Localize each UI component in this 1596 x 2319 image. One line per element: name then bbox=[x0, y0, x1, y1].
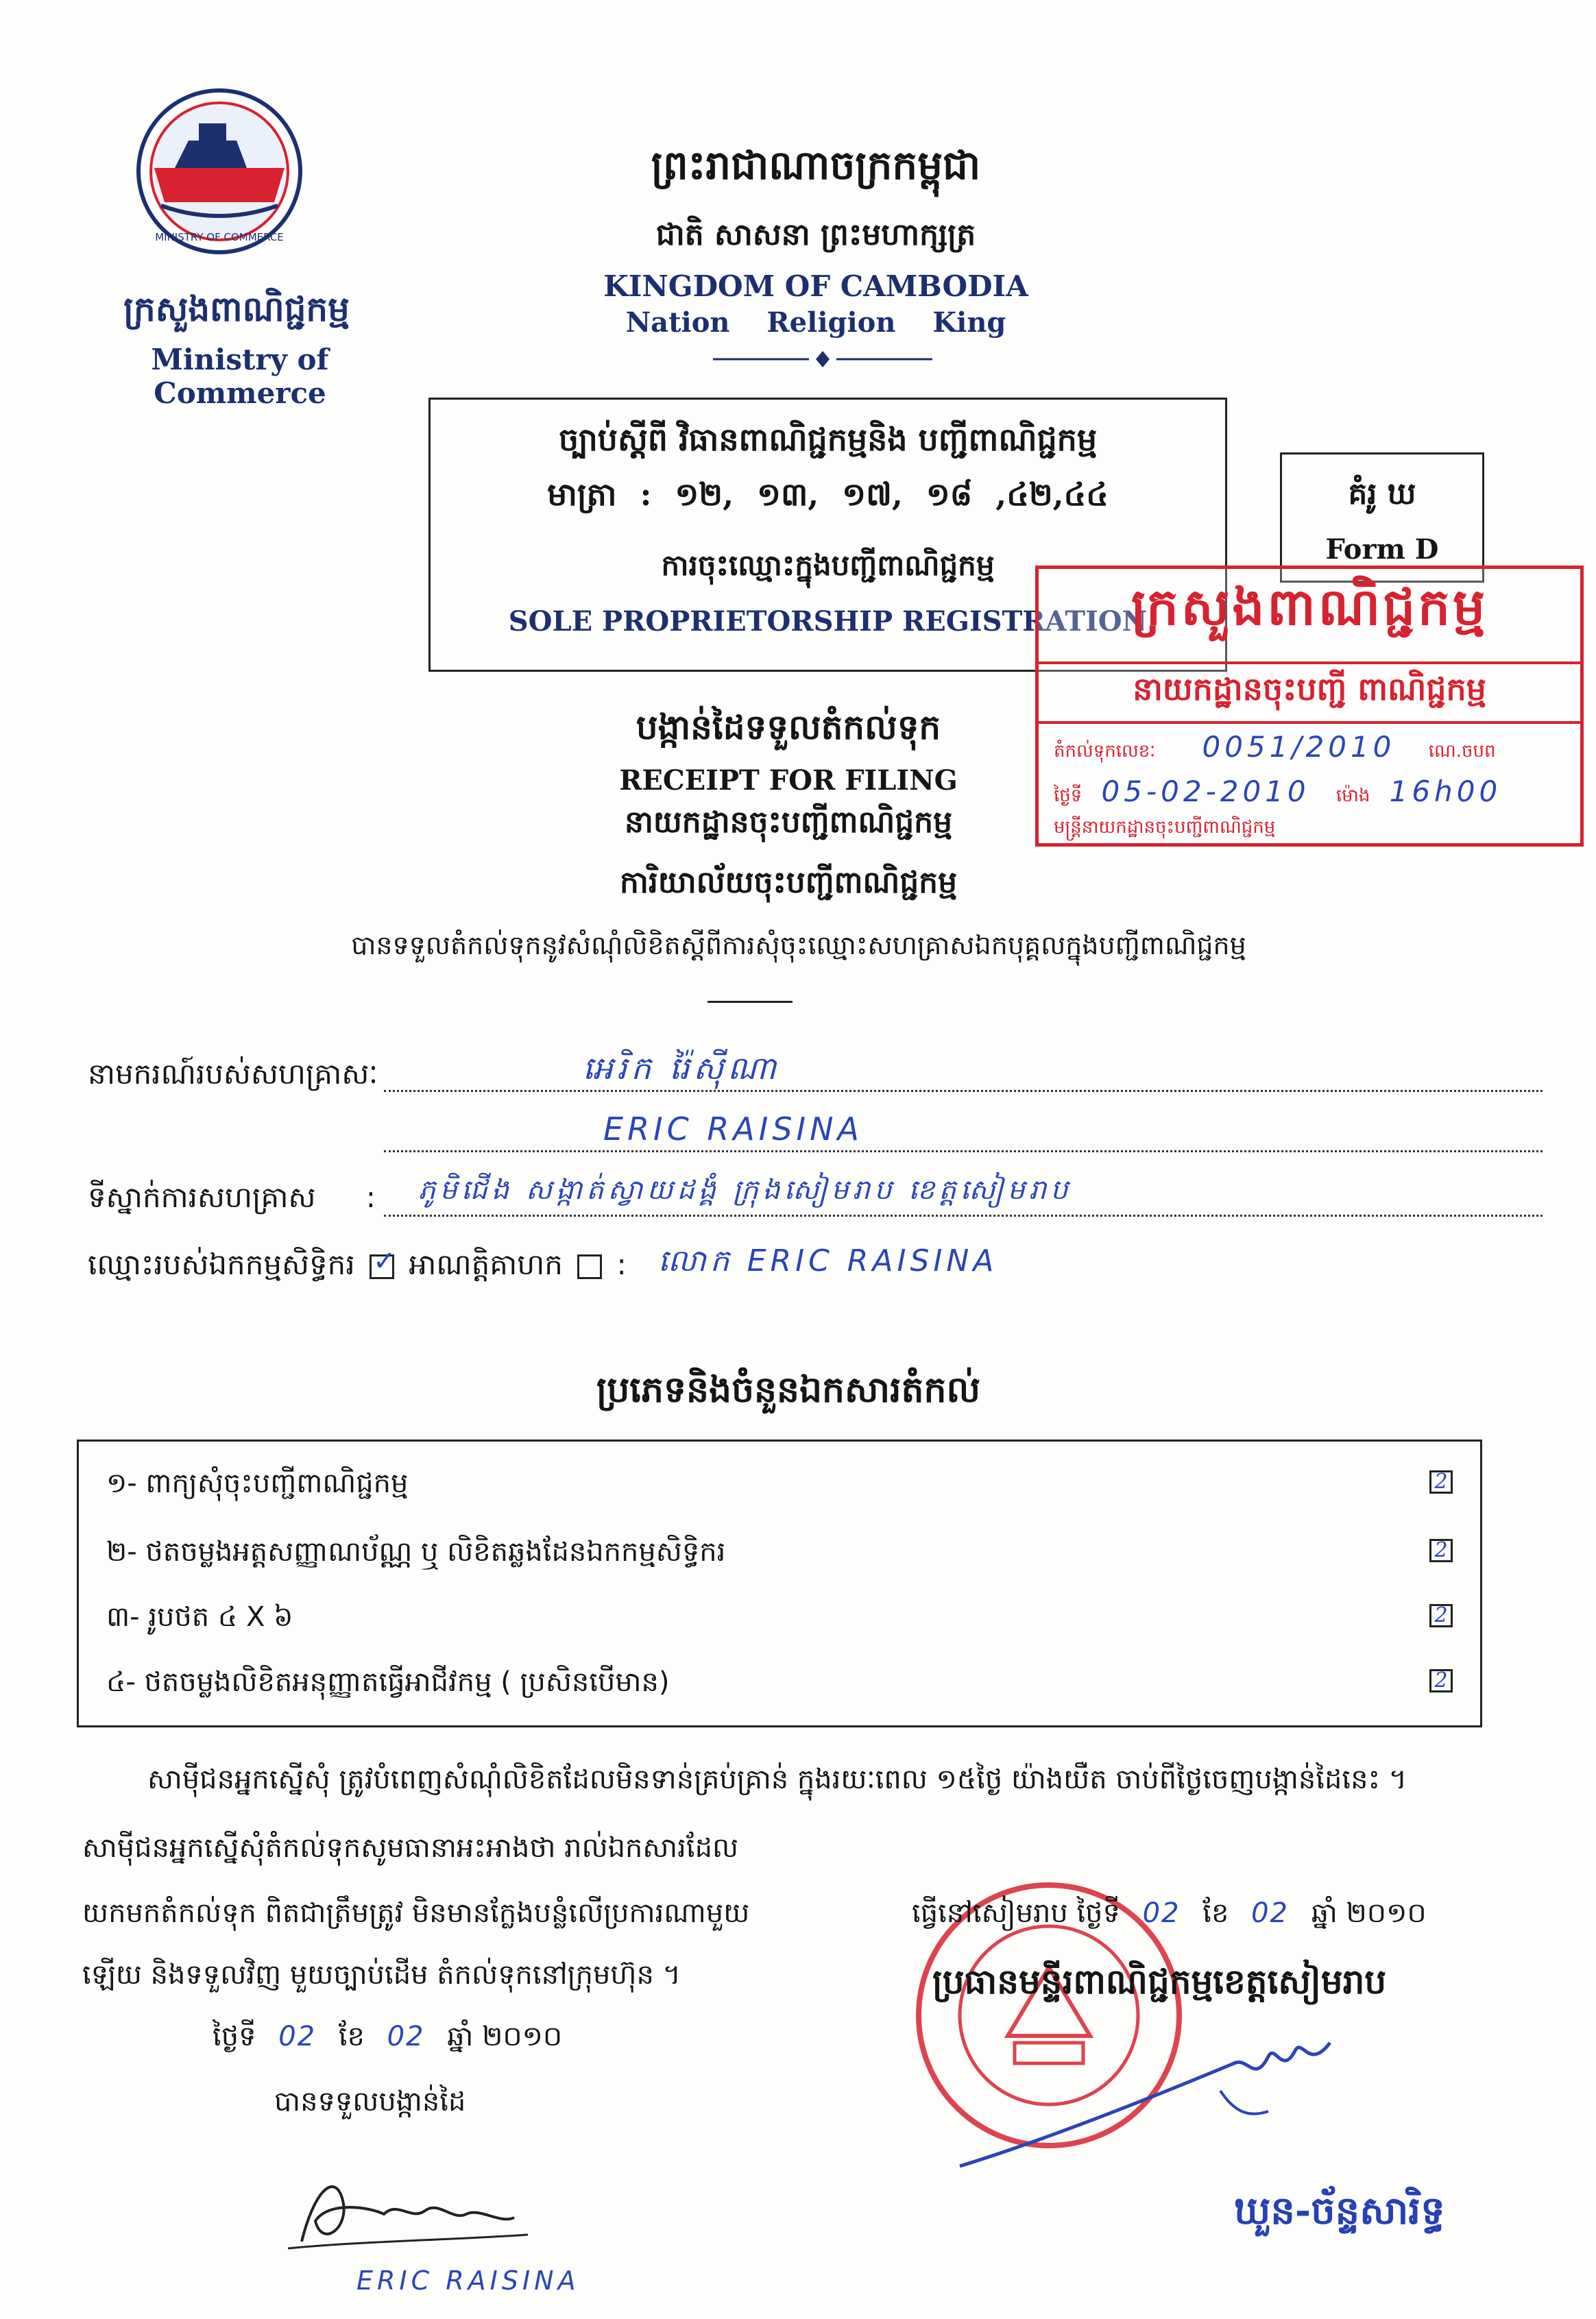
document-item: ១- ពាក្យសុំចុះបញ្ជីពាណិជ្ជកម្ម bbox=[106, 1468, 409, 1499]
enterprise-name-line-2 bbox=[384, 1109, 1543, 1152]
document-count-box: 2 bbox=[1429, 1470, 1453, 1494]
stamp-title: ក្រសួងពាណិជ្ជកម្ម bbox=[1130, 578, 1488, 637]
divider bbox=[708, 1001, 793, 1003]
department-name: នាយកដ្ឋានចុះបញ្ជីពាណិជ្ជកម្ម bbox=[624, 805, 953, 840]
official-date-month-label: ខែ bbox=[1202, 1897, 1229, 1929]
document-item: ៣- រូបថត ៤ X ៦ bbox=[106, 1601, 293, 1633]
official-date-year: ឆ្នាំ ២០១០ bbox=[1311, 1897, 1427, 1929]
stamp-filing-label: តំកល់ទុកលេខៈ bbox=[1054, 741, 1156, 762]
proprietor-name-value: លោក ERIC RAISINA bbox=[658, 1243, 998, 1278]
receipt-title-kh: បង្កាន់ដៃទទួលតំកល់ទុក bbox=[636, 707, 941, 747]
completion-note: សាម៉ីជនអ្នកស្នើសុំ ត្រូវបំពេញសំណុំលិខិតដែលមិនទាន់គ្រប់គ្រាន់ ក្នុងរយៈពេល ១៥ថ្ងៃ យ៉ាងយឺត ចាប់ពីថ្ងៃចេញបង្កាន់ដៃនេះ ។ bbox=[147, 1764, 1407, 1795]
law-articles: មាត្រា : ១២, ១៣, ១៧, ១៨ ,៤២,៤៤ bbox=[547, 476, 1109, 513]
address-colon: : bbox=[365, 1180, 376, 1214]
date-year: ឆ្នាំ ២០១០ bbox=[447, 2021, 563, 2052]
document-item: ៤- ថតចម្លងលិខិតអនុញ្ញាតធ្វើអាជីវកម្ម ( ប្រសិនបើមាន) bbox=[106, 1666, 670, 1698]
proprietor-name-label bbox=[88, 1246, 627, 1289]
document-item: ២- ថតចម្លងអត្តសញ្ញាណប័ណ្ណ ឬ លិខិតឆ្លងដែនឯកកម្មសិទ្ធិករ bbox=[106, 1536, 726, 1568]
enterprise-name-en: ERIC RAISINA bbox=[603, 1110, 863, 1148]
stamp-officer-label: មន្ត្រីនាយកដ្ឋានចុះបញ្ជីពាណិជ្ជកម្ម bbox=[1054, 817, 1276, 838]
receipt-title-en: RECEIPT FOR FILING bbox=[619, 764, 958, 797]
proxy-label-text: អាណត្តិគាហក bbox=[409, 1248, 563, 1281]
ministry-name-en: Ministry of Commerce bbox=[151, 343, 329, 410]
form-code-box bbox=[1280, 452, 1484, 583]
documents-list bbox=[77, 1440, 1482, 1727]
address-label-text: ទីស្នាក់ការសហគ្រាស bbox=[88, 1180, 316, 1214]
logo-text: MINISTRY OF COMMERCE bbox=[155, 231, 284, 243]
stamp-department: នាយកដ្ឋានចុះបញ្ជី ពាណិជ្ជកម្ម bbox=[1039, 661, 1580, 724]
enterprise-address-value: ភូមិជើង សង្កាត់ស្វាយដង្គំ ក្រុងសៀមរាប ខេត្តសៀមរាប bbox=[418, 1174, 1072, 1206]
enterprise-address-label bbox=[88, 1179, 376, 1222]
guarantee-note-line-3: ឡើយ និងទទួលវិញ មួយច្បាប់ដើម តំកល់ទុកនៅក្រុមហ៊ុន ។ bbox=[82, 1959, 681, 1991]
national-motto-en: Nation Religion King bbox=[625, 306, 1006, 339]
registration-stamp bbox=[1035, 566, 1584, 847]
applicant-signature bbox=[274, 2159, 535, 2262]
official-date bbox=[912, 1895, 1427, 1936]
motto-divider bbox=[713, 344, 932, 372]
law-title: ច្បាប់ស្តីពី វិធានពាណិជ្ជកម្មនិង បញ្ជីពាណិជ្ជកម្ម bbox=[558, 421, 1098, 458]
document-count-box: 2 bbox=[1429, 1669, 1453, 1692]
official-signature bbox=[946, 2015, 1357, 2180]
stamp-date-label: ថ្ងៃទី bbox=[1054, 786, 1083, 806]
kingdom-title-en: KINGDOM OF CAMBODIA bbox=[603, 269, 1028, 303]
registration-type-kh: ការចុះឈ្មោះក្នុងបញ្ជីពាណិជ្ជកម្ម bbox=[661, 548, 995, 582]
ministry-name-kh: ក្រសួងពាណិជ្ជកម្ម bbox=[123, 289, 350, 329]
date-prefix: ថ្ងៃទី bbox=[213, 2021, 256, 2052]
stamp-date-value: 05-02-2010 bbox=[1101, 775, 1310, 808]
enterprise-name-label: នាមករណ៍របស់សហគ្រាសៈ bbox=[88, 1057, 378, 1091]
official-title: ប្រធានមន្ទីរពាណិជ្ជកម្មខេត្តសៀមរាប bbox=[932, 1961, 1387, 2002]
registration-type-en: SOLE PROPRIETORSHIP REGISTRATION bbox=[508, 605, 1148, 638]
date-day: 02 bbox=[278, 2021, 317, 2052]
form-code-kh: គំរូ ឃ bbox=[1348, 476, 1416, 511]
stamp-time-value: 16h00 bbox=[1389, 775, 1502, 808]
date-month: 02 bbox=[387, 2021, 425, 2052]
proprietor-label-text: ឈ្មោះរបស់ឯកកម្មសិទ្ធិករ bbox=[88, 1248, 355, 1281]
proxy-checkbox[interactable] bbox=[577, 1254, 602, 1279]
document-count-box: 2 bbox=[1429, 1604, 1453, 1627]
document-count-box: 2 bbox=[1429, 1539, 1453, 1562]
applicant-date bbox=[213, 2019, 562, 2059]
stamp-filing-row bbox=[1054, 730, 1495, 766]
enterprise-name-line bbox=[384, 1049, 1543, 1092]
enterprise-name-kh: អេរិក រ៉ៃស៊ីណា bbox=[583, 1049, 780, 1086]
applicant-name-caption: ERIC RAISINA bbox=[356, 2266, 580, 2296]
ministry-logo bbox=[134, 86, 305, 257]
receipt-received-label: បានទទួលបង្កាន់ដៃ bbox=[274, 2086, 466, 2117]
proprietor-colon: : bbox=[616, 1248, 627, 1281]
check-icon: ✓ bbox=[373, 1245, 396, 1277]
stamp-date-row bbox=[1054, 775, 1501, 810]
national-motto-kh: ជាតិ សាសនា ព្រះមហាក្សត្រ bbox=[655, 217, 976, 252]
guarantee-note-line-1: សាម៉ីជនអ្នកស្នើសុំតំកល់ទុកសូមធានាអះអាងថា រាល់ឯកសារដែល bbox=[82, 1832, 739, 1864]
receipt-statement: បានទទួលតំកល់ទុកនូវសំណុំលិខិតស្តីពីការសុំចុះឈ្មោះសហគ្រាសឯកបុគ្គលក្នុងបញ្ជីពាណិជ្ជកម្ម bbox=[351, 930, 1246, 960]
kingdom-title-kh: ព្រះរាជាណាចក្រកម្ពុជា bbox=[651, 142, 981, 189]
official-date-prefix: ធ្វើនៅសៀមរាប ថ្ងៃទី bbox=[912, 1897, 1120, 1929]
form-code-en: Form D bbox=[1325, 533, 1439, 566]
proprietor-checkbox[interactable] bbox=[370, 1245, 396, 1279]
diamond-icon bbox=[816, 351, 830, 367]
stamp-filing-number: 0051/2010 bbox=[1202, 730, 1396, 764]
documents-heading: ប្រភេទនិងចំនួនឯកសារតំកល់ bbox=[596, 1369, 981, 1411]
stamp-filing-suffix: ណេ.ចបព bbox=[1428, 741, 1496, 762]
official-date-month: 02 bbox=[1251, 1897, 1289, 1929]
guarantee-note-line-2: យកមកតំកល់ទុក ពិតជាត្រឹមត្រូវ មិនមានក្លែងបន្លំលើប្រការណាមួយ bbox=[82, 1897, 750, 1929]
official-date-day: 02 bbox=[1142, 1897, 1181, 1929]
date-month-label: ខែ bbox=[338, 2021, 365, 2052]
official-name: ឃួន-ច័ន្ទសារិទ្ធ bbox=[1234, 2188, 1445, 2233]
office-name: ការិយាល័យចុះបញ្ជីពាណិជ្ជកម្ម bbox=[620, 865, 957, 900]
stamp-time-label: ម៉ោង bbox=[1335, 786, 1370, 806]
